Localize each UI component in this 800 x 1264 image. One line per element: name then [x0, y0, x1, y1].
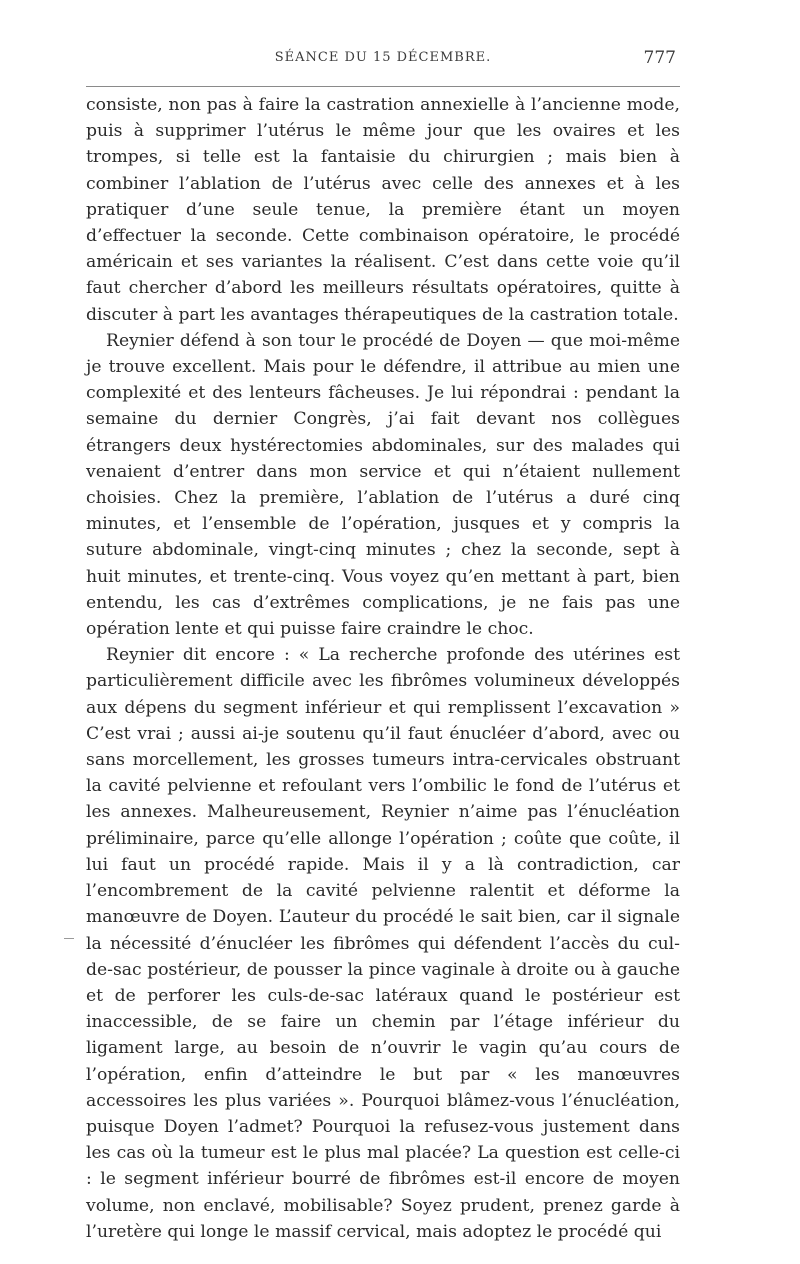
- margin-mark: [64, 938, 74, 939]
- paragraph: Reynier dit encore : « La recherche profonde des utérines est particulièrement difficile avec les fibrômes volumineux développés aux dépens du segment inférieur et qui remplissent l’excavation » C’est vrai ; aussi ai-je soutenu qu’il faut énucléer d’abord, avec ou sans morcellement, les grosses tumeurs intra-cervicales obstruant la cavité pelvienne et refoulant vers l’ombilic le fond de l’utérus et les annexes. Malheureusement, Reynier n’aime pas l’énucléation préliminaire, parce qu’elle allonge l’opération ; coûte que coûte, il lui faut un procédé rapide. Mais il y a là contradiction, car l’encombrement de la cavité pelvienne ralentit et déforme la manœuvre de Doyen. L’auteur du procédé le sait bien, car il signale la nécessité d’énucléer les fibrômes qui défendent l’accès du cul-de-sac postérieur, de pousser la pince vaginale à droite ou à gauche et de perforer les culs-de-sac latéraux quand le postérieur est inaccessible, de se faire un chemin par l’étage inférieur du ligament large, au besoin de n’ouvrir le vagin qu’au cours de l’opération, enfin d’atteindre le but par « les manœuvres accessoires les plus variées ». Pourquoi blâmez-vous l’énucléation, puisque Doyen l’admet? Pourquoi la refusez-vous justement dans les cas où la tumeur est le plus mal placée? La question est celle-ci : le segment inférieur bourré de fibrômes est-il encore de moyen volume, non enclavé, mobilisable? Soyez prudent, prenez garde à l’uretère qui longe le massif cervical, mais adoptez le procédé qui: [86, 645, 680, 1242]
- body-text: [86, 92, 680, 1245]
- running-title: SÉANCE DU 15 DÉCEMBRE.: [274, 50, 492, 65]
- page-number: 777: [643, 48, 676, 68]
- header-rule: [86, 86, 680, 87]
- running-head: [86, 48, 680, 72]
- paragraph: Reynier défend à son tour le procédé de Doyen — que moi-même je trouve excellent. Mais pour le défendre, il attribue au mien une complexité et des lenteurs fâcheuses. Je lui répondrai : pendant la semaine du dernier Congrès, j’ai fait devant nos collègues étrangers deux hystérectomies abdominales, sur des malades qui venaient d’entrer dans mon service et qui n’étaient nullement choisies. Chez la première, l’ablation de l’utérus a duré cinq minutes, et l’ensemble de l’opération, jusques et y compris la suture abdominale, vingt-cinq minutes ; chez la seconde, sept à huit minutes, et trente-cinq. Vous voyez qu’en mettant à part, bien entendu, les cas d’extrêmes complications, je ne fais pas une opération lente et qui puisse faire craindre le choc.: [86, 330, 680, 640]
- paragraph-continuation: consiste, non pas à faire la castration annexielle à l’ancienne mode, puis à supprimer l’utérus le même jour que les ovaires et les trompes, si telle est la fantaisie du chirurgien ; mais bien à combiner l’ablation de l’utérus avec celle des annexes et à les pratiquer d’une seule tenue, la première étant un moyen d’effectuer la seconde. Cette combinaison opératoire, le procédé américain et ses variantes la réalisent. C’est dans cette voie qu’il faut chercher d’abord les meilleurs résultats opératoires, quitte à discuter à part les avantages thérapeutiques de la castration totale.: [86, 95, 680, 325]
